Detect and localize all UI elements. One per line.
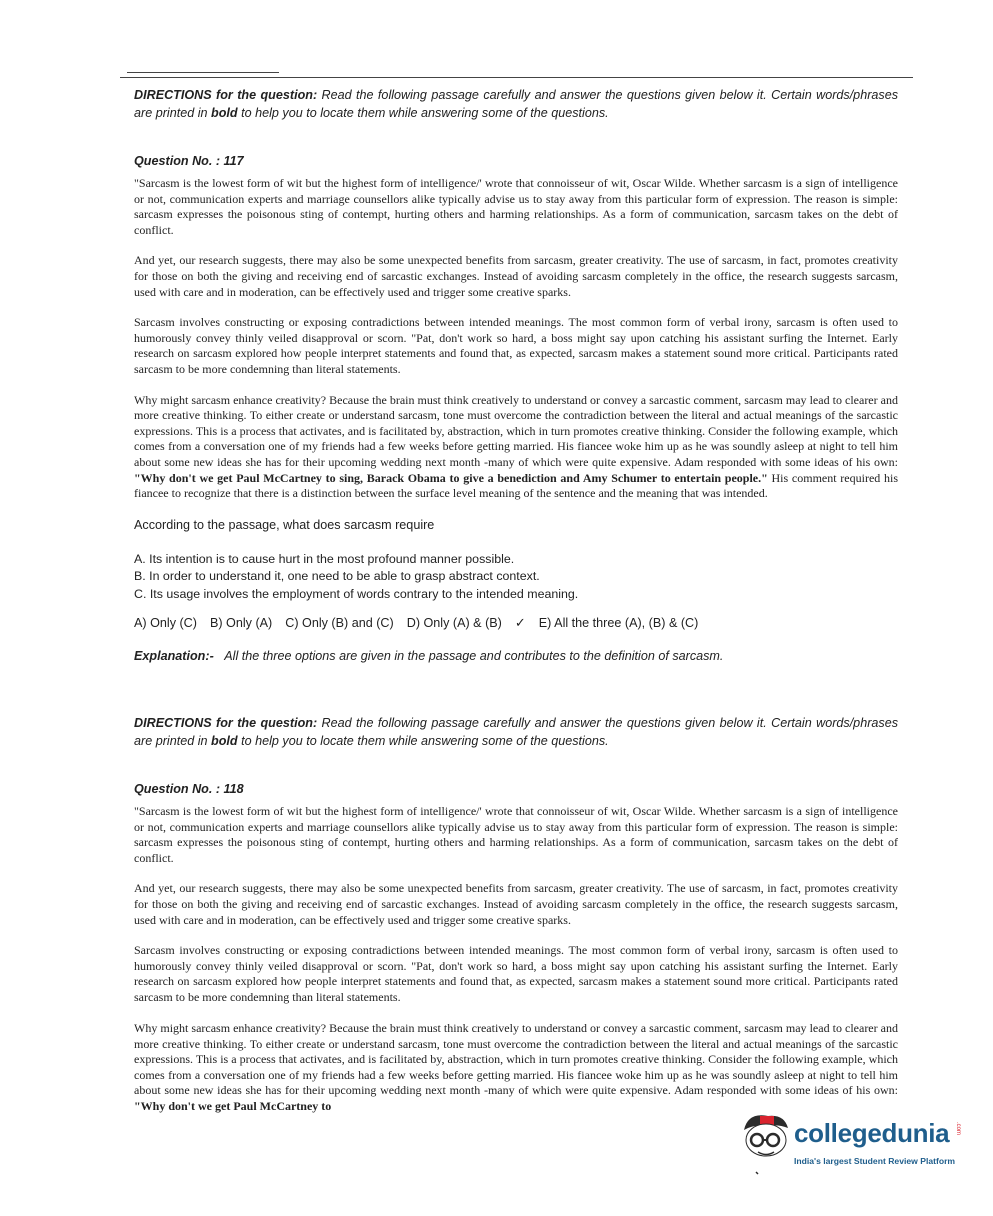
statement-c: C. Its usage involves the employment of words contrary to the intended meaning. xyxy=(134,586,579,601)
directions-118: DIRECTIONS for the question: Read the following passage carefully and answer the questions given below it. Certain words/phrases are printed in bold to help you to locate them while answering some of the questions. xyxy=(134,716,898,748)
header-rule-short xyxy=(127,72,279,73)
option-c: C) Only (B) and (C) xyxy=(285,616,394,631)
collegedunia-logo xyxy=(738,1110,963,1180)
passage-paragraph-4: Why might sarcasm enhance creativity? Because the brain must think creatively to understand or convey a sarcastic comment, sarcasm may lead to clearer and more creative thinking. To either create or understand sarcasm, tone must overcome the contradiction between the literal and actual meanings of the sarcastic expressions. This is a process that activates, and is facilitated by, abstraction, which in turn promotes creative thinking. Consider the following example, which comes from a conversation one of my friends had a few weeks before getting married. His fiancee woke him up as he was soundly asleep at night to tell him about some new ideas she has for their upcoming wedding next month -many of which were quite expensive. Adam responded with some ideas of his own: "Why don't we get Paul McCartney to sing, Barack Obama to give a benediction and Amy Schumer to entertain people." His comment required his fiancee to recognize that there is a distinction between the surface level meaning of the sentence and the meaning that was intended. xyxy=(134,392,898,501)
statements-list xyxy=(134,551,898,604)
option-a: A) Only (C) xyxy=(134,616,197,631)
passage-paragraph-4-truncated xyxy=(134,1021,898,1114)
directions-117: DIRECTIONS for the question: Read the following passage carefully and answer the questions given below it. Certain words/phrases are printed in bold to help you to locate them while answering some of the questions. xyxy=(134,88,898,120)
option-d: D) Only (A) & (B) xyxy=(406,616,502,631)
answer-options xyxy=(134,615,898,631)
option-e-correct: E) All the three (A), (B) & (C) xyxy=(538,616,699,631)
option-b: B) Only (A) xyxy=(209,616,273,631)
checkmark-icon: ✓ xyxy=(514,615,526,631)
passage-paragraph-3: Sarcasm involves constructing or exposing contradictions between intended meanings. The most common form of verbal irony, sarcasm is often used to humorously convey thinly veiled disapproval or scorn. "Pat, don't work so hard, a boss might say upon catching his assistant surfing the Internet. Early research on sarcasm explored how people interpret statements and found that, as expected, sarcasm makes a statement sound more critical. Participants rated sarcasm to be more condemning than literal statements. xyxy=(134,315,898,376)
question-118-block xyxy=(134,714,898,1006)
passage-paragraph-2: And yet, our research suggests, there may also be some unexpected benefits from sarcasm, greater creativity. The use of sarcasm, in fact, promotes creativity for those on both the giving and receiving end of sarcastic exchanges. Instead of avoiding sarcasm completely in the office, the research suggests sarcasm, used with care and in moderation, can be effectively used and trigger some creative sparks. xyxy=(134,253,898,299)
question-number-118: Question No. : 118 xyxy=(134,782,244,796)
passage-paragraph-3: Sarcasm involves constructing or exposing contradictions between intended meanings. The most common form of verbal irony, sarcasm is often used to humorously convey thinly veiled disapproval or scorn. "Pat, don't work so hard, a boss might say upon catching his assistant surfing the Internet. Early research on sarcasm explored how people interpret statements and found that, as expected, sarcasm makes a statement sound more critical. Participants rated sarcasm to be more condemning than literal statements. xyxy=(134,943,898,1004)
passage-paragraph-2: And yet, our research suggests, there may also be some unexpected benefits from sarcasm, greater creativity. The use of sarcasm, in fact, promotes creativity for those on both the giving and receiving end of sarcastic exchanges. Instead of avoiding sarcasm completely in the office, the research suggests sarcasm, used with care and in moderation, can be effectively used and trigger some creative sparks. xyxy=(134,881,898,927)
passage-paragraph-4: Why might sarcasm enhance creativity? Because the brain must think creatively to understand or convey a sarcastic comment, sarcasm may lead to clearer and more creative thinking. To either create or understand sarcasm, tone must overcome the contradiction between the literal and actual meanings of the sarcastic expressions. This is a process that activates, and is facilitated by, abstraction, which in turn promotes creative thinking. Consider the following example, which comes from a conversation one of my friends had a few weeks before getting married. His fiancee woke him up as he was soundly asleep at night to tell him about some new ideas she has for their upcoming wedding next month -many of which were quite expensive. Adam responded with some ideas of his own: "Why don't we get Paul McCartney to xyxy=(134,1021,898,1113)
mascot-icon xyxy=(738,1110,798,1180)
question-number-117: Question No. : 117 xyxy=(134,154,244,168)
header-rule xyxy=(120,77,913,78)
logo-wordmark: collegedunia xyxy=(794,1118,950,1148)
passage-paragraph-1: "Sarcasm is the lowest form of wit but the highest form of intelligence/' wrote that connoisseur of wit, Oscar Wilde. Whether sarcasm is a sign of intelligence or not, communication experts and marriage counsellors alike typically advise us to stay away from this particular form of expression. The reason is simple: sarcasm expresses the poisonous sting of contempt, hurting others and harming relationships. As a form of communication, sarcasm takes on the debt of conflict. xyxy=(134,804,898,865)
passage-paragraph-1: "Sarcasm is the lowest form of wit but the highest form of intelligence/' wrote that connoisseur of wit, Oscar Wilde. Whether sarcasm is a sign of intelligence or not, communication experts and marriage counsellors alike typically advise us to stay away from this particular form of expression. The reason is simple: sarcasm expresses the poisonous sting of contempt, hurting others and harming relationships. As a form of communication, sarcasm takes on the debt of conflict. xyxy=(134,176,898,237)
logo-domain: .com xyxy=(955,1122,961,1136)
logo-tagline: India's largest Student Review Platform xyxy=(794,1156,956,1166)
statement-a: A. Its intention is to cause hurt in the most profound manner possible. xyxy=(134,551,515,566)
explanation-117: Explanation:- All the three options are given in the passage and contributes to the definition of sarcasm. xyxy=(134,649,724,664)
question-text-117: According to the passage, what does sarcasm require xyxy=(134,517,435,532)
question-117-block xyxy=(134,86,898,663)
statement-b: B. In order to understand it, one need to be able to grasp abstract context. xyxy=(134,569,540,584)
